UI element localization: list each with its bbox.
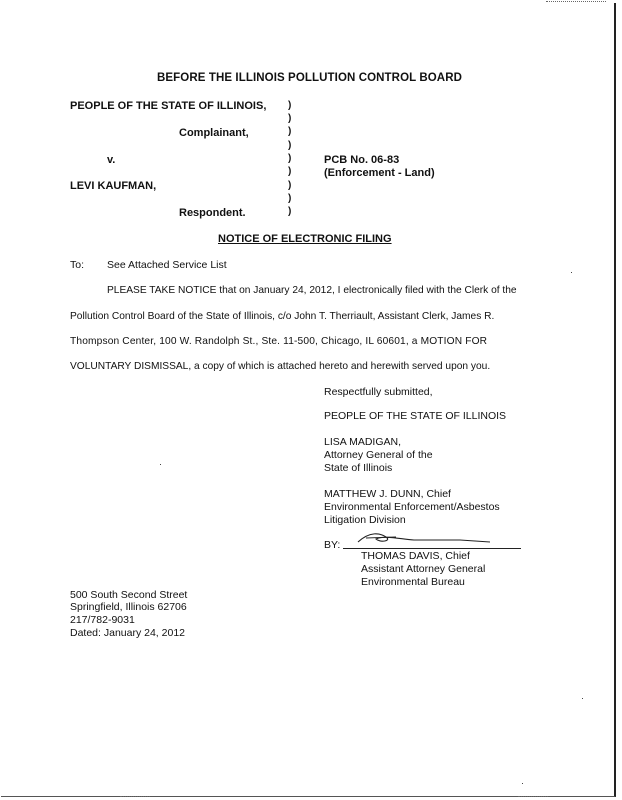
chief-title: Litigation Division (324, 514, 406, 526)
caption-paren: ) (288, 100, 292, 111)
scan-speck (582, 698, 583, 699)
signer-title: Assistant Attorney General (361, 563, 486, 575)
signature-line (343, 548, 521, 549)
respondent-label: Respondent. (179, 207, 246, 219)
defendant-name: LEVI KAUFMAN, (70, 180, 157, 192)
by-label: BY: (324, 539, 341, 551)
plaintiff-name: PEOPLE OF THE STATE OF ILLINOIS, (70, 100, 267, 112)
body-line: Thompson Center, 100 W. Randolph St., Ste. 11-500, Chicago, IL 60601, a MOTION FOR (70, 336, 488, 347)
scan-mark (120, 796, 150, 797)
page-border (1, 3, 616, 797)
address-phone: 217/782-9031 (70, 614, 135, 626)
signer-title: Environmental Bureau (361, 576, 465, 588)
complainant-label: Complainant, (179, 127, 249, 139)
ag-title: State of Illinois (324, 462, 393, 474)
notice-heading: NOTICE OF ELECTRONIC FILING (218, 233, 392, 245)
scan-mark (546, 1, 606, 2)
caption-paren: ) (288, 180, 292, 191)
dated-line: Dated: January 24, 2012 (70, 627, 185, 639)
to-label: To: (70, 259, 85, 271)
document-title: BEFORE THE ILLINOIS POLLUTION CONTROL BOARD (157, 72, 463, 84)
caption-paren: ) (288, 206, 292, 217)
versus-label: v. (107, 154, 116, 166)
chief-name: MATTHEW J. DUNN, Chief (324, 488, 451, 500)
caption-paren: ) (288, 140, 292, 151)
case-type: (Enforcement - Land) (324, 167, 435, 179)
closing: Respectfully submitted, (324, 386, 433, 398)
caption-paren: ) (288, 126, 292, 137)
body-line: VOLUNTARY DISMISSAL, a copy of which is attached hereto and herewith served upon you. (70, 361, 491, 372)
body-line: Pollution Control Board of the State of Illinois, c/o John T. Therriault, Assistant Clerk, James R. (70, 311, 495, 322)
caption-paren: ) (288, 113, 292, 124)
signer-name: THOMAS DAVIS, Chief (361, 550, 470, 562)
party-name: PEOPLE OF THE STATE OF ILLINOIS (324, 410, 507, 422)
case-number: PCB No. 06-83 (324, 154, 400, 166)
address-city: Springfield, Illinois 62706 (70, 601, 187, 613)
body-line: PLEASE TAKE NOTICE that on January 24, 2012, I electronically filed with the Clerk of the (107, 285, 517, 296)
ag-title: Attorney General of the (324, 449, 433, 461)
chief-title: Environmental Enforcement/Asbestos (324, 501, 500, 513)
scan-speck (522, 783, 523, 784)
scan-speck (571, 272, 572, 273)
signature (340, 527, 520, 549)
caption-paren: ) (288, 153, 292, 164)
caption-paren: ) (288, 193, 292, 204)
scan-speck (160, 464, 161, 465)
address-street: 500 South Second Street (70, 589, 188, 601)
to-value: See Attached Service List (107, 259, 227, 271)
ag-name: LISA MADIGAN, (324, 436, 402, 448)
scan-mark (518, 796, 548, 797)
caption-paren: ) (288, 166, 292, 177)
